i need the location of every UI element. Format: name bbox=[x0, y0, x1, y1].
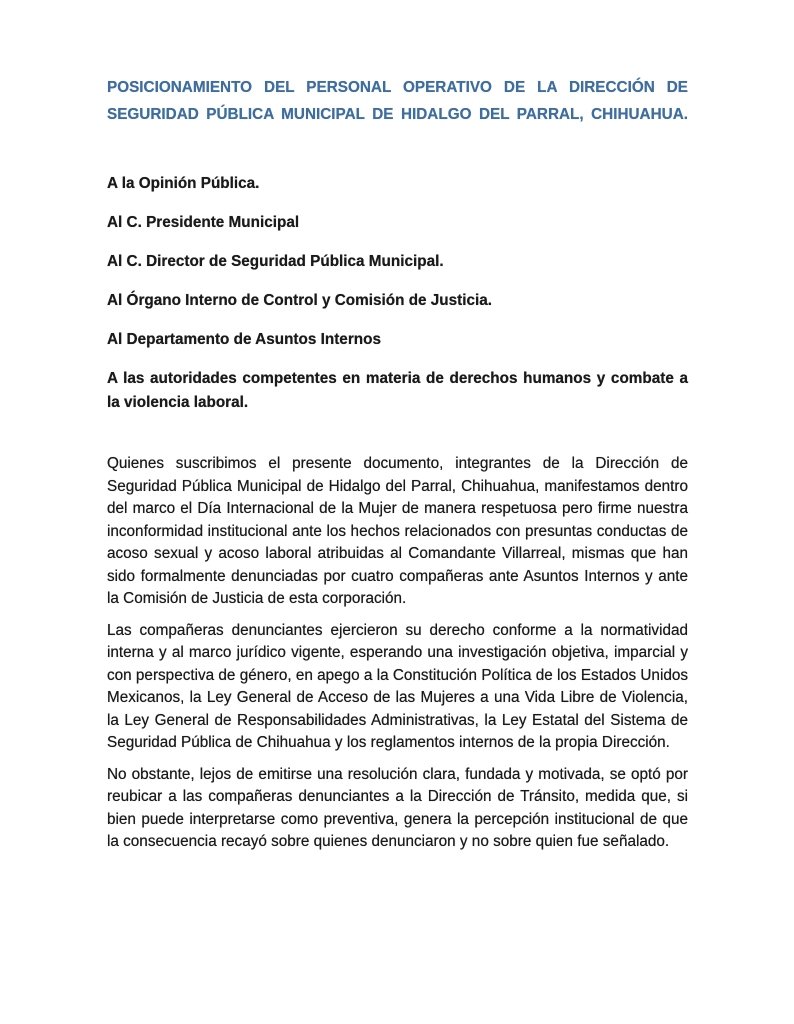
body-paragraph-3: No obstante, lejos de emitirse una resolución clara, fundada y motivada, se optó por reubicar a las compañeras denunciantes a la Dirección de Tránsito, medida que, si bien puede interpretarse como preventiva, genera la percepción institucional de que la consecuencia recayó sobre quienes denunciaron y no sobre quien fue señalado. bbox=[107, 765, 688, 850]
addressee-organo-interno-control: Al Órgano Interno de Control y Comisión de Justicia. bbox=[107, 292, 493, 309]
document-title: POSICIONAMIENTO DEL PERSONAL OPERATIVO DE LA DIRECCIÓN DE SEGURIDAD PÚBLICA MUNICIPAL DE HIDALGO DEL PARRAL, CHIHUAHUA. bbox=[107, 79, 688, 123]
addressee-presidente-municipal: Al C. Presidente Municipal bbox=[107, 214, 300, 231]
body-paragraph-1: Quienes suscribimos el presente documento, integrantes de la Dirección de Seguridad Pública Municipal de Hidalgo del Parral, Chihuahua, manifestamos dentro del marco el Día Internacional de la Mujer de manera respetuosa pero firme nuestra inconformidad institucional ante los hechos relacionados con presuntas conductas de acoso sexual y acoso laboral atribuidas al Comandante Villarreal, mismas que han sido formalmente denunciadas por cuatro compañeras ante Asuntos Internos y ante la Comisión de Justicia de esta corporación. bbox=[107, 455, 688, 607]
addressee-asuntos-internos: Al Departamento de Asuntos Internos bbox=[107, 331, 381, 348]
body-paragraph-2: Las compañeras denunciantes ejercieron su derecho conforme a la normatividad interna y al marco jurídico vigente, esperando una investigación objetiva, imparcial y con perspectiva de género, en apego a la Constitución Política de los Estados Unidos Mexicanos, la Ley General de Acceso de las Mujeres a una Vida Libre de Violencia, la Ley General de Responsabilidades Administrativas, la Ley Estatal del Sistema de Seguridad Pública de Chihuahua y los reglamentos internos de la propia Dirección. bbox=[107, 621, 688, 751]
addressee-autoridades-derechos-humanos: A las autoridades competentes en materia de derechos humanos y combate a la violencia laboral. bbox=[107, 370, 688, 411]
body-paragraphs bbox=[107, 453, 688, 854]
addressee-opinion-publica: A la Opinión Pública. bbox=[107, 175, 260, 192]
addressee-director-seguridad-publica: Al C. Director de Seguridad Pública Municipal. bbox=[107, 253, 444, 270]
addressee-list bbox=[107, 172, 688, 415]
